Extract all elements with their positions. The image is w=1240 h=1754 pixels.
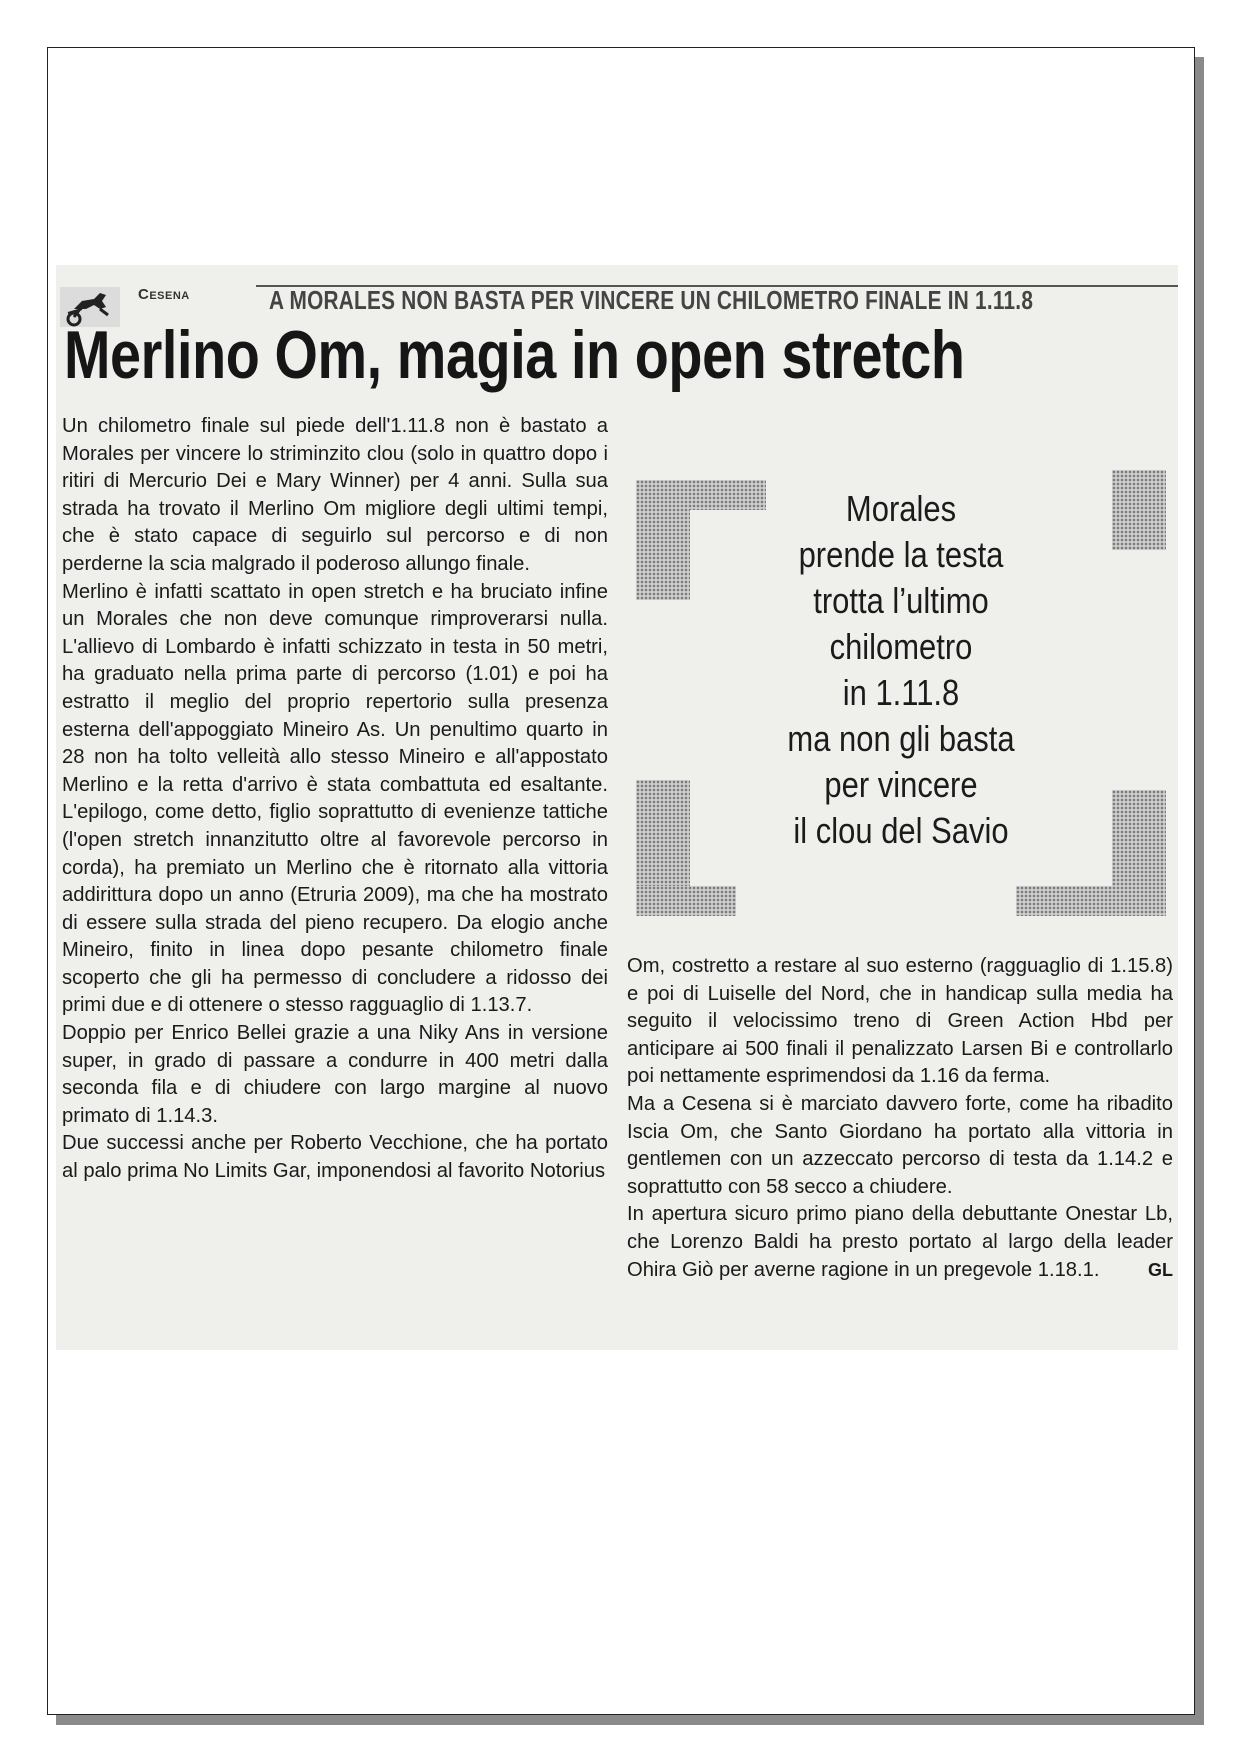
pull-quote-line: prende la testa [798,534,1004,575]
pull-quote-line: ma non gli basta [787,718,1015,759]
pull-quote-line: chilometro [829,626,973,667]
pull-quote-line: trotta l’ultimo [813,580,989,621]
kicker: A MORALES NON BASTA PER VINCERE UN CHILOMETRO FINALE IN 1.11.8 [269,285,1034,315]
section-label: Cesena [138,286,190,303]
paragraph: Om, costretto a restare al suo esterno (ragguaglio di 1.15.8) e poi di Luiselle del Nord, che in handicap sulla media ha seguito il velocissimo treno di Green Action Hbd per anticipare ai 500 finali il penalizzato Larsen Bi e controllarlo poi nettamente esprimendosi da 1.16 da ferma. [627,955,1173,1088]
paragraph: Due successi anche per Roberto Vecchione, che ha portato al palo prima No Limits Gar, imponendosi al favorito Notorius [62,1132,608,1183]
pull-quote-text [696,486,1106,854]
pull-quote-corner [636,886,736,916]
paragraph-text: In apertura sicuro primo piano della debuttante Onestar Lb, che Lorenzo Baldi ha presto portato al largo della leader Ohira Giò per averne ragione in un pregevole 1.18.1. [627,1203,1173,1281]
pull-quote-line: per vincere [824,764,978,805]
paragraph [627,1201,1173,1284]
pull-quote-corner [1112,470,1166,550]
headline: Merlino Om, magia in open stretch [64,317,965,393]
author-signature: GL [1148,1259,1173,1280]
pull-quote-line: il clou del Savio [793,810,1009,851]
pull-quote-corner [1016,886,1166,916]
paragraph: Ma a Cesena si è marciato davvero forte, come ha ribadito Iscia Om, che Santo Giordano ha portato alla vittoria in gentlemen con un azzeccato percorso di testa da 1.14.2 e soprattutto con 58 secco a chiudere. [627,1092,1173,1198]
paragraph: Un chilometro finale sul piede dell'1.11.8 non è bastato a Morales per vincere lo striminzito clou (solo in quattro dopo i ritiri di Mercurio Dei e Mary Winner) per 4 anni. Sulla sua strada ha trovato il Merlino Om migliore degli ultimi tempi, che è stato capace di seguirlo sul percorso e di non perderne la scia malgrado il poderoso allungo finale. [62,415,608,575]
pull-quote-line: in 1.11.8 [842,672,960,713]
article-column-1 [62,413,608,1186]
article-column-2 [627,953,1173,1284]
paragraph: Doppio per Enrico Bellei grazie a una Niky Ans in versione super, in grado di passare a condurre in 400 metri dalla seconda fila e di chiudere con largo margine al nuovo primato di 1.14.3. [62,1022,608,1127]
pull-quote-box [636,460,1166,936]
paragraph: Merlino è infatti scattato in open stretch e ha bruciato infine un Morales che non deve comunque rimproverarsi nulla. L'allievo di Lombardo è infatti schizzato in testa in 50 metri, ha graduato nella prima parte di percorso (1.01) e poi ha estratto il meglio del proprio repertorio sulla presenza esterna dell'appoggiato Mineiro As. Un penultimo quarto in 28 non ha tolto velleità allo stesso Mineiro e all'appostato Merlino e la retta d'arrivo è stata combattuta ed esaltante. L'epilogo, come detto, figlio soprattutto di evenienze tattiche (l'open stretch innanzitutto oltre al favorevole percorso in corda), ha premiato un Merlino che è ritornato alla vittoria addirittura dopo un anno (Etruria 2009), ma che ha mostrato di essere sulla strada del pieno recupero. Da elogio anche Mineiro, finito in linea dopo pesante chilometro finale scoperto che gli ha permesso di concludere a ridosso dei primi due e di ottenere o stesso ragguaglio di 1.13.7. [62,580,608,1017]
pull-quote-line: Morales [845,488,957,529]
newspaper-clipping [56,265,1178,1350]
